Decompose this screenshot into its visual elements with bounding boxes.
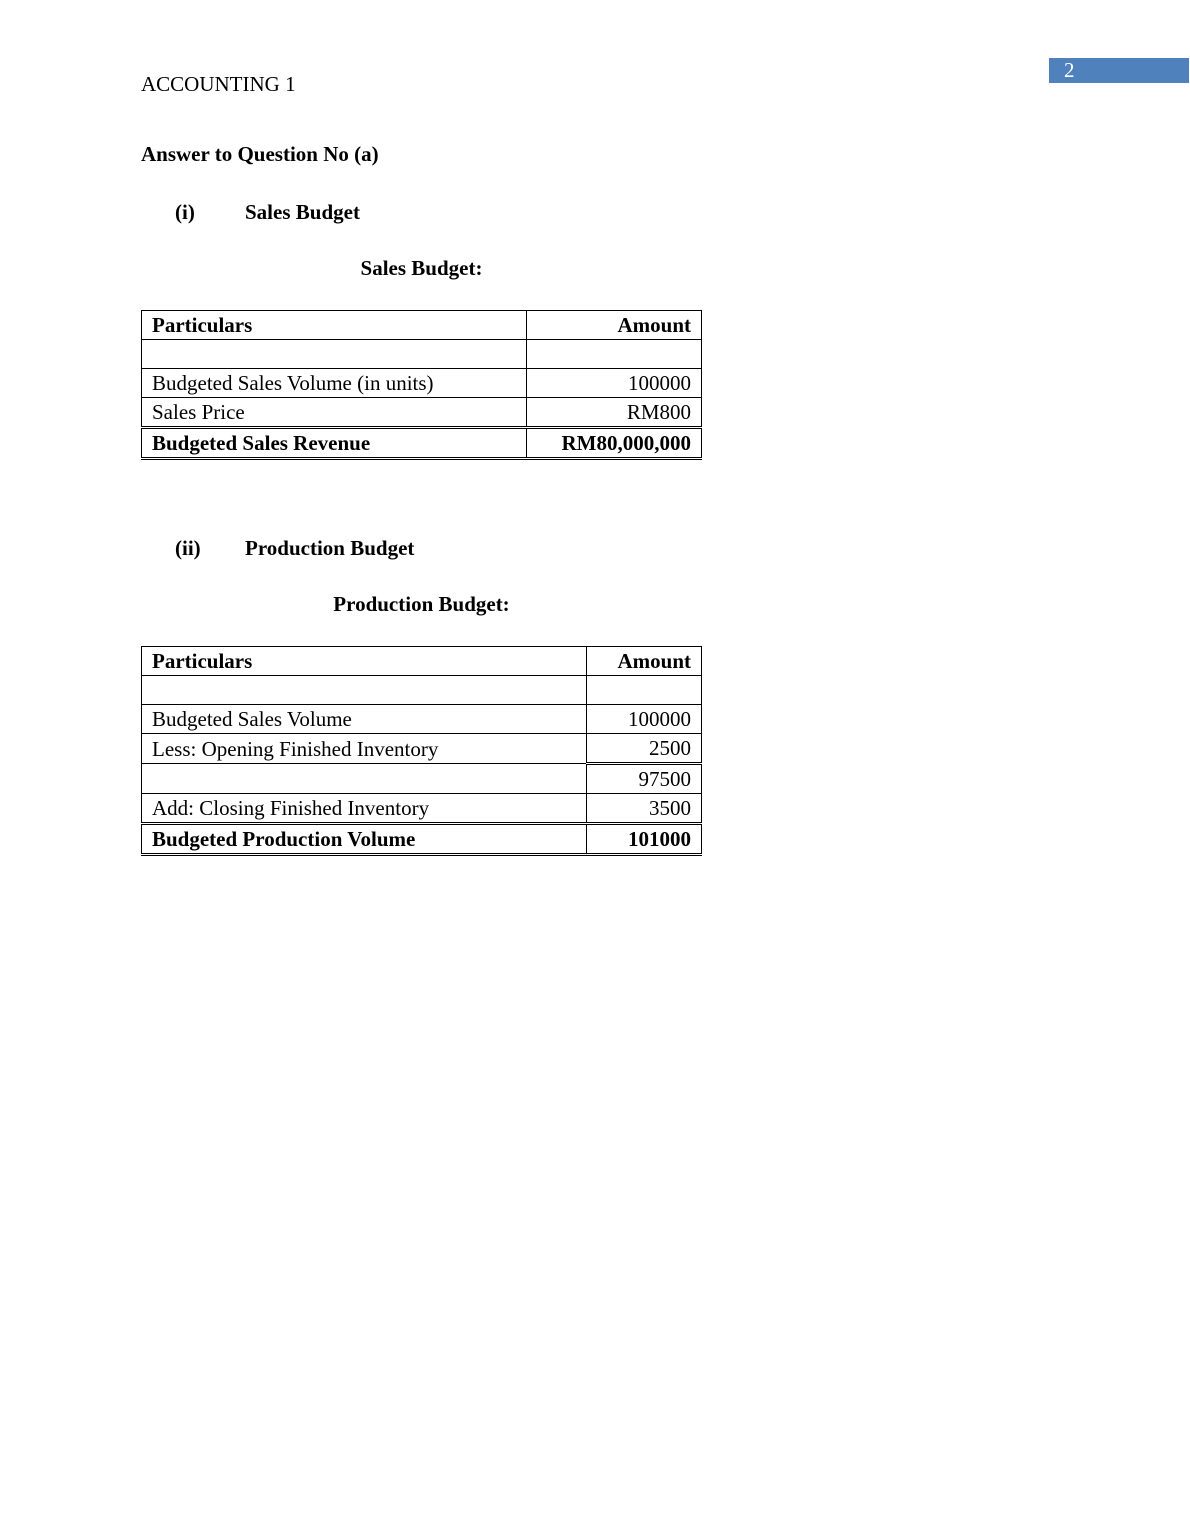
cell-amount: 100000 xyxy=(527,369,702,398)
section-title: Production Budget xyxy=(245,536,415,560)
column-header-particulars: Particulars xyxy=(142,311,527,340)
production-budget-table-title: Production Budget: xyxy=(333,592,510,616)
table-row xyxy=(142,340,702,369)
table-row xyxy=(142,705,702,734)
page-number: 2 xyxy=(1049,58,1189,83)
table-row xyxy=(142,676,702,705)
total-amount: 101000 xyxy=(587,824,702,855)
table-total-row xyxy=(142,428,702,459)
section-number: (i) xyxy=(175,200,195,224)
production-budget-table xyxy=(141,646,702,856)
total-label: Budgeted Sales Revenue xyxy=(142,428,527,459)
section-heading-production xyxy=(175,534,414,562)
table-total-row xyxy=(142,824,702,855)
cell-particulars: Budgeted Sales Volume (in units) xyxy=(142,369,527,398)
cell-amount: RM800 xyxy=(527,398,702,428)
cell-particulars: Add: Closing Finished Inventory xyxy=(142,794,587,824)
cell-amount xyxy=(527,340,702,369)
sales-budget-table xyxy=(141,310,702,460)
cell-amount xyxy=(587,676,702,705)
table-row xyxy=(142,794,702,824)
section-title: Sales Budget xyxy=(245,200,360,224)
sales-budget-table-title: Sales Budget: xyxy=(360,256,483,280)
cell-particulars: Less: Opening Finished Inventory xyxy=(142,734,587,764)
column-header-amount: Amount xyxy=(587,647,702,676)
cell-amount: 100000 xyxy=(587,705,702,734)
answer-heading: Answer to Question No (a) xyxy=(141,142,379,166)
total-label: Budgeted Production Volume xyxy=(142,824,587,855)
cell-amount: 2500 xyxy=(587,734,702,764)
total-amount: RM80,000,000 xyxy=(527,428,702,459)
cell-particulars: Budgeted Sales Volume xyxy=(142,705,587,734)
table-row xyxy=(142,398,702,428)
cell-subtotal-amount: 97500 xyxy=(587,764,702,794)
cell-particulars xyxy=(142,764,587,794)
column-header-amount: Amount xyxy=(527,311,702,340)
cell-particulars: Sales Price xyxy=(142,398,527,428)
table-row xyxy=(142,734,702,764)
section-heading-sales xyxy=(175,198,360,226)
cell-particulars xyxy=(142,676,587,705)
table-header-row xyxy=(142,647,702,676)
table-row xyxy=(142,764,702,794)
cell-particulars xyxy=(142,340,527,369)
table-row xyxy=(142,369,702,398)
running-header: ACCOUNTING 1 xyxy=(141,72,296,96)
table-header-row xyxy=(142,311,702,340)
cell-amount: 3500 xyxy=(587,794,702,824)
section-number: (ii) xyxy=(175,536,201,560)
column-header-particulars: Particulars xyxy=(142,647,587,676)
